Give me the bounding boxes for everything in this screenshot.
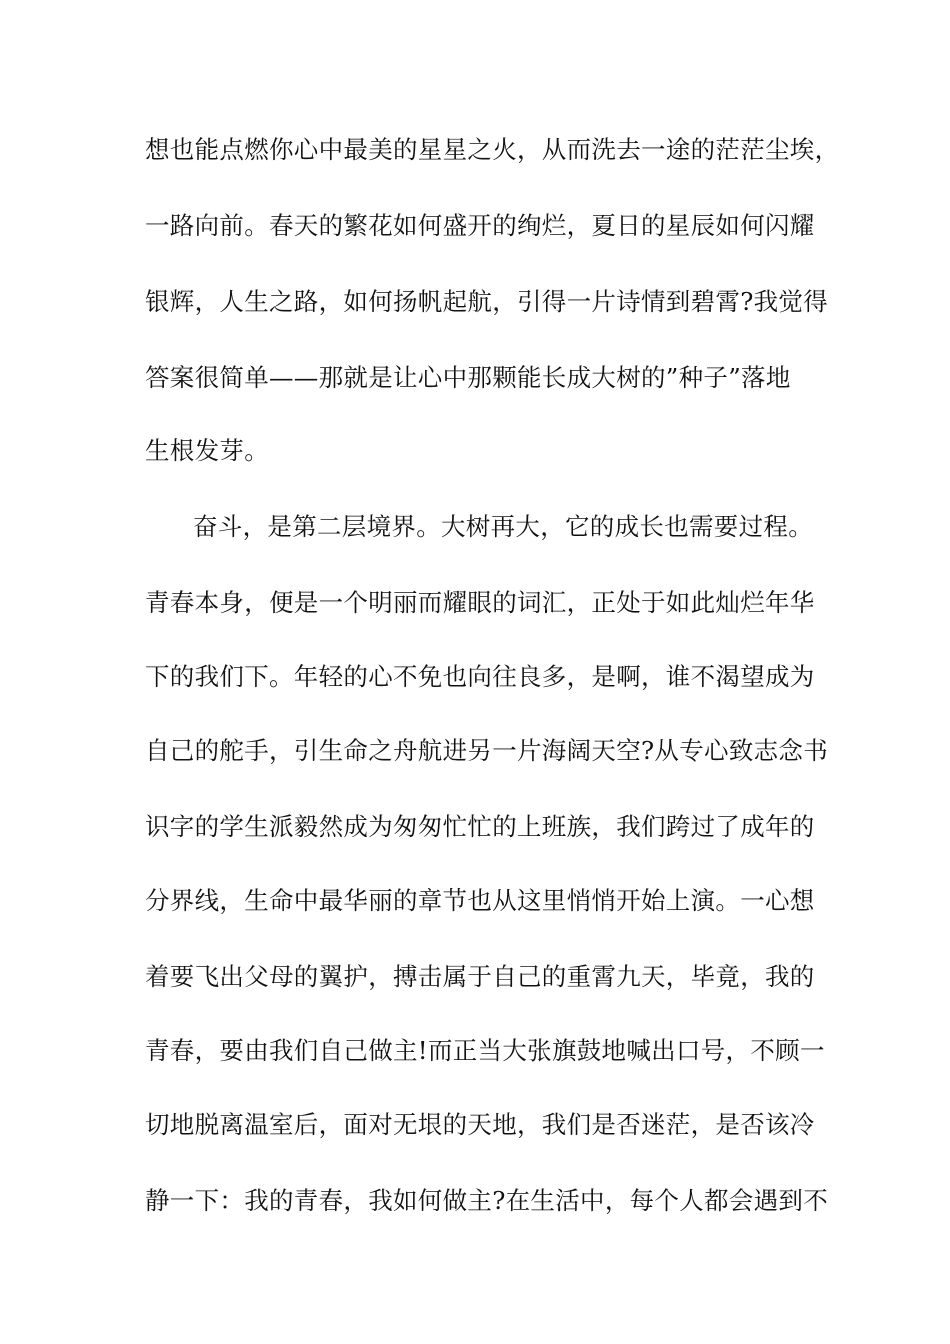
text-line: 切地脱离温室后，面对无垠的天地，我们是否迷茫，是否该冷: [145, 1110, 815, 1139]
text-line: 青春本身，便是一个明丽而耀眼的词汇，正处于如此灿烂年华: [145, 588, 815, 617]
text-line: 银辉，人生之路，如何扬帆起航，引得一片诗情到碧霄?我觉得: [145, 287, 829, 316]
text-line: 青春，要由我们自己做主!而正当大张旗鼓地喊出口号，不顾一: [145, 1036, 825, 1065]
text-line: 答案很简单——那就是让心中那颗能长成大树的”种子”落地: [145, 363, 791, 392]
text-line: 着要飞出父母的翼护，搏击属于自己的重霄九天，毕竟，我的: [145, 962, 815, 991]
text-line: 生根发芽。: [145, 436, 269, 465]
text-line: 识字的学生派毅然成为匆匆忙忙的上班族，我们跨过了成年的: [145, 812, 815, 841]
text-line: 自己的舵手，引生命之舟航进另一片海阔天空?从专心致志念书: [145, 736, 829, 765]
text-line: 分界线，生命中最华丽的章节也从这里悄悄开始上演。一心想: [145, 886, 815, 915]
text-line: 想也能点燃你心中最美的星星之火，从而洗去一途的茫茫尘埃，: [145, 135, 840, 164]
text-line: 静一下：我的青春，我如何做主?在生活中，每个人都会遇到不: [145, 1186, 829, 1215]
text-line: 一路向前。春天的繁花如何盛开的绚烂，夏日的星辰如何闪耀: [145, 211, 815, 240]
text-line: 下的我们下。年轻的心不免也向往良多，是啊，谁不渴望成为: [145, 662, 815, 691]
paragraph-first-line: 奋斗，是第二层境界。大树再大，它的成长也需要过程。: [193, 512, 813, 541]
